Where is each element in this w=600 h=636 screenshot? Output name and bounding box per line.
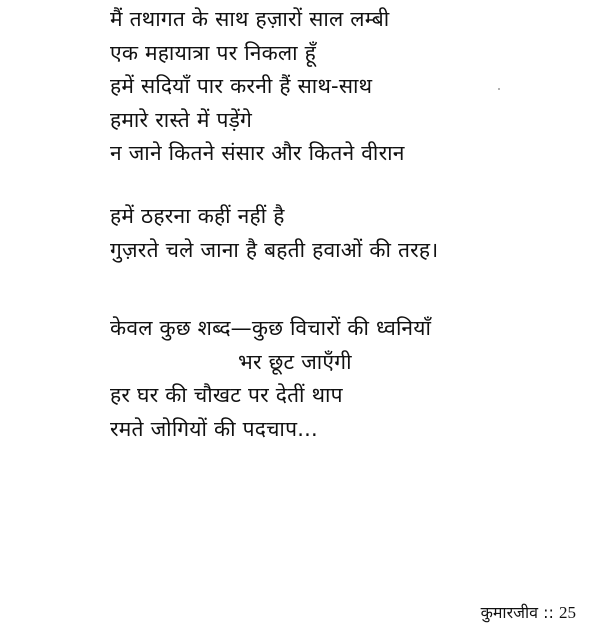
page-footer: [481, 602, 576, 624]
poem-line: हमें ठहरना कहीं नहीं है: [110, 204, 285, 228]
poem-stanza-1: [110, 3, 405, 171]
book-title: कुमारजीव: [480, 603, 539, 622]
poem-stanza-3: [110, 312, 431, 446]
poem-line: केवल कुछ शब्द—कुछ विचारों की ध्वनियाँ: [110, 316, 432, 340]
poem-stanza-2: [110, 200, 438, 267]
poem-line: हर घर की चौखट पर देतीं थाप: [110, 383, 343, 407]
poem-line: हमारे रास्ते में पड़ेंगे: [110, 107, 253, 132]
scan-speck: [498, 88, 500, 90]
poem-line: गुज़रते चले जाना है बहती हवाओं की तरह।: [110, 237, 439, 262]
poem-line: मैं तथागत के साथ हज़ारों साल लम्बी: [110, 7, 390, 31]
page-number: 25: [559, 603, 576, 622]
poem-line: एक महायात्रा पर निकला हूँ: [110, 40, 317, 65]
footer-separator: ::: [543, 603, 554, 622]
poem-line: न जाने कितने संसार और कितने वीरान: [110, 141, 405, 165]
poem-line: रमते जोगियों की पदचाप...: [110, 416, 318, 441]
poem-line: हमें सदियाँ पार करनी हैं साथ-साथ: [110, 74, 373, 98]
poem-line-indented: भर छूट जाएँगी: [238, 349, 352, 374]
